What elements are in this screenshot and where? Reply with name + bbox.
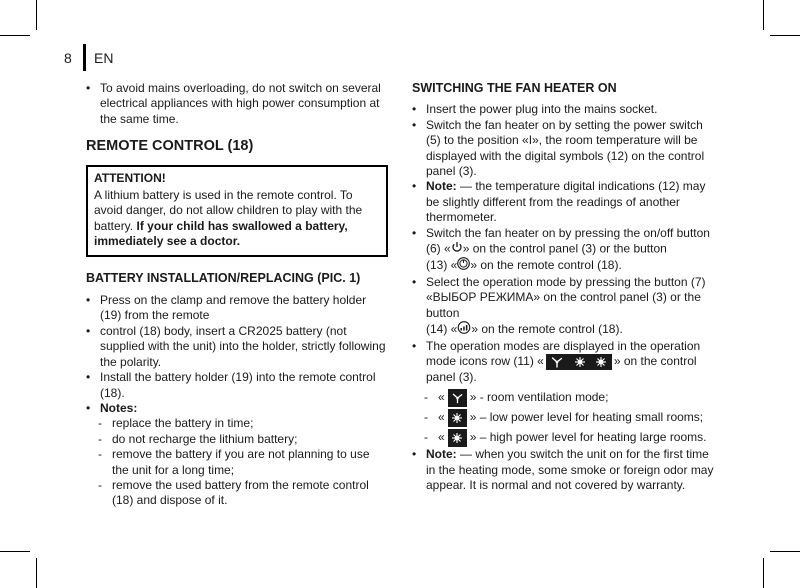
fan-icon [448,389,467,407]
notes-label: Notes: [100,400,138,415]
right-column [412,81,718,494]
notes-list [98,416,388,508]
list-item: • Switch the fan heater on by setting the power switch (5) to the position «I», the room temperature will be displayed with the digital symbols (12) on the control panel (3). [412,118,718,180]
text-run: Select the operation mode by pressing the button (7) «ВЫБОР РЕЖИМА» on the control panel (3) or the button [426,274,706,320]
language-label: EN [94,50,114,66]
list-item [424,387,718,407]
list-item: - remove the battery if you are not planning to use the unit for a long time; [98,447,388,478]
remote-control-heading: REMOTE CONTROL (18) [86,138,254,155]
attention-body: A lithium battery is used in the remote control. To avoid danger, do not allow children to play with the battery. [94,188,363,233]
fan-icon [550,356,564,368]
list-item [412,447,718,493]
crop-mark [763,0,764,30]
list-item [424,427,718,447]
note-label: Note: [426,447,457,462]
crop-mark [0,551,30,552]
list-item [412,226,718,275]
attention-warning: If your child has swallowed a battery, immediately see a doctor. [94,218,348,249]
list-item: • control (18) body, insert a CR2025 battery (not supplied with the unit) into the holder, strictly following the polarity. [86,324,388,370]
crop-mark [763,558,764,588]
list-item [412,275,718,339]
text-run: » – high power level for heating large rooms. [469,430,707,445]
heat-high-icon [595,356,607,368]
list-item [412,179,718,225]
crop-mark [36,0,37,30]
remote-power-icon [457,257,470,274]
header-divider [83,44,86,71]
left-column [86,81,388,509]
text-run: « [438,410,445,425]
list-item: • Press on the clamp and remove the battery holder (19) from the remote [86,293,388,324]
list-item: - do not recharge the lithium battery; [98,432,388,447]
switching-list [412,102,718,493]
list-item [412,339,718,448]
heat-low-icon [574,356,586,368]
battery-steps [86,293,388,509]
text-run: » on the remote control (18). [471,321,623,336]
mode-icons-row [546,354,612,370]
text-run: « [438,430,445,445]
heat-high-icon [448,429,467,447]
attention-text [94,188,380,250]
list-item: • To avoid mains overloading, do not switch on several electrical appliances with high power consumption at the same time. [86,81,388,127]
list-item [424,407,718,427]
note-label: Note: [426,179,457,194]
mode-button-icon [457,321,471,338]
note-text: — when you switch the unit on for the first time in the heating mode, some smoke or foreign odor may appear. It is normal and not covered by warranty. [426,447,714,493]
crop-mark [0,35,30,36]
text-run: » – low power level for heating small rooms; [469,410,704,425]
text-run: (14) « [426,321,458,336]
list-item: • Insert the power plug into the mains socket. [412,102,718,117]
text-run: Switch the fan heater on by pressing the on/off button (6) « [426,225,710,256]
heat-low-icon [448,409,467,427]
note-text: — the temperature digital indications (12) may be slightly different from the readings of another thermometer. [426,179,706,225]
text-run: (13) « [426,258,458,273]
notes-item [86,401,388,509]
crop-mark [36,558,37,588]
text-run: » on the remote control (18). [470,258,622,273]
attention-heading: ATTENTION! [94,170,166,185]
battery-heading: BATTERY INSTALLATION/REPLACING (PIC. 1) [86,270,361,285]
text-run: « [438,390,445,405]
text-run: » - room ventilation mode; [469,390,609,405]
text-run: The operation modes are displayed in the operation mode icons row (11) « [426,338,701,369]
attention-box [86,165,388,257]
modes-list [424,387,718,447]
list-item: • Install the battery holder (19) into the remote control (18). [86,370,388,401]
text-run: » on the control panel (3) or the button [462,241,667,256]
power-icon [451,241,463,257]
intro-list [86,81,388,127]
crop-mark [770,35,800,36]
list-item: - replace the battery in time; [98,416,388,431]
list-item: - remove the used battery from the remote control (18) and dispose of it. [98,478,388,509]
text-run: » on the control panel (3). [426,354,697,384]
switching-heading: SWITCHING THE FAN HEATER ON [412,81,617,95]
crop-mark [770,551,800,552]
page-number: 8 [64,50,72,66]
